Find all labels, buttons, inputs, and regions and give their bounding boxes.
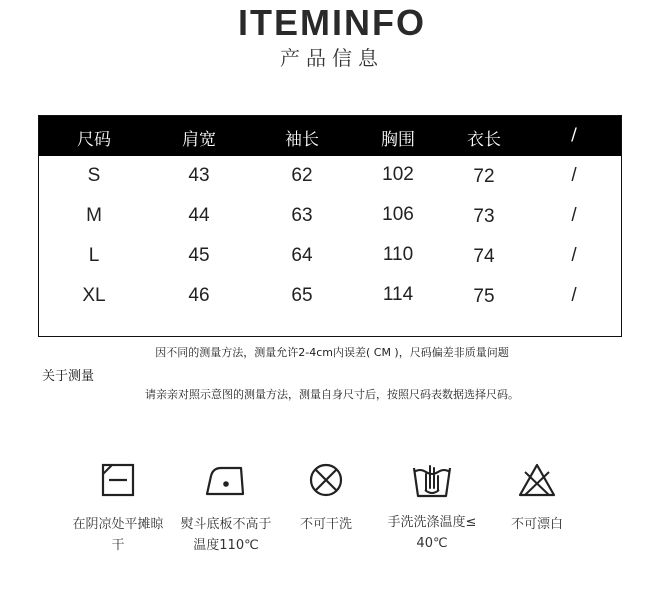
iron-low-temp-icon (203, 462, 249, 498)
table-cell: 62 (291, 165, 313, 186)
table-cell: 45 (188, 245, 210, 266)
column-header: / (571, 125, 577, 145)
care-label-line1: 手洗洗涤温度≤ (387, 515, 477, 530)
care-label-line2: 40℃ (416, 536, 448, 551)
table-cell: / (571, 205, 577, 226)
table-cell: / (571, 245, 577, 266)
care-label-line1: 不可漂白 (510, 517, 563, 532)
do-not-bleach-icon (517, 462, 557, 498)
measurement-error-note: 因不同的测量方法，测量允许2-4cm内误差( CM )，尺码偏差非质量问题 (155, 346, 509, 359)
table-cell: L (88, 245, 100, 266)
care-item (276, 462, 376, 535)
table-cell: 64 (291, 245, 313, 266)
table-cell: 72 (473, 166, 495, 187)
care-label-line1: 不可干洗 (299, 517, 352, 532)
care-item (166, 462, 286, 556)
table-cell: XL (82, 285, 106, 306)
size-table (38, 115, 622, 337)
column-header: 尺码 (77, 130, 111, 150)
care-label-line1: 熨斗底板不高于 (180, 517, 272, 532)
table-header (39, 116, 621, 156)
table-cell: 44 (188, 205, 210, 226)
table-cell: S (87, 165, 101, 186)
table-cell: 110 (382, 244, 414, 265)
table-cell: / (571, 285, 577, 306)
care-label-line1: 在阴凉处平摊晾 (72, 517, 164, 532)
table-cell: / (571, 165, 577, 186)
column-header: 肩宽 (182, 130, 216, 150)
table-cell: 114 (382, 284, 414, 305)
column-header: 衣长 (467, 130, 501, 150)
do-not-dry-clean-icon (308, 462, 344, 498)
care-label-line2: 干 (111, 538, 125, 553)
care-item (372, 460, 492, 554)
table-cell: 43 (188, 165, 210, 186)
hand-wash-icon (410, 460, 454, 500)
page-subtitle: 产品信息 (280, 46, 384, 70)
column-header: 胸围 (381, 130, 415, 150)
page-title: ITEMINFO (238, 2, 426, 43)
column-header: 袖长 (285, 130, 319, 150)
care-label-line2: 温度110℃ (193, 538, 259, 553)
table-cell: 63 (291, 205, 313, 226)
measurement-advice-note: 请亲亲对照示意图的测量方法，测量自身尺寸后，按照尺码表数据选择尺码。 (145, 388, 519, 401)
table-cell: 65 (291, 285, 313, 306)
section-title: 关于测量 (42, 369, 95, 384)
care-item (487, 462, 587, 535)
table-cell: 106 (382, 204, 414, 225)
care-item (58, 462, 178, 556)
table-cell: 73 (473, 206, 495, 227)
table-cell: 74 (473, 246, 495, 267)
table-cell: M (86, 205, 102, 226)
dry-flat-in-shade-icon (100, 462, 136, 498)
table-cell: 75 (473, 286, 495, 307)
table-cell: 102 (382, 164, 414, 185)
table-cell: 46 (188, 285, 210, 306)
